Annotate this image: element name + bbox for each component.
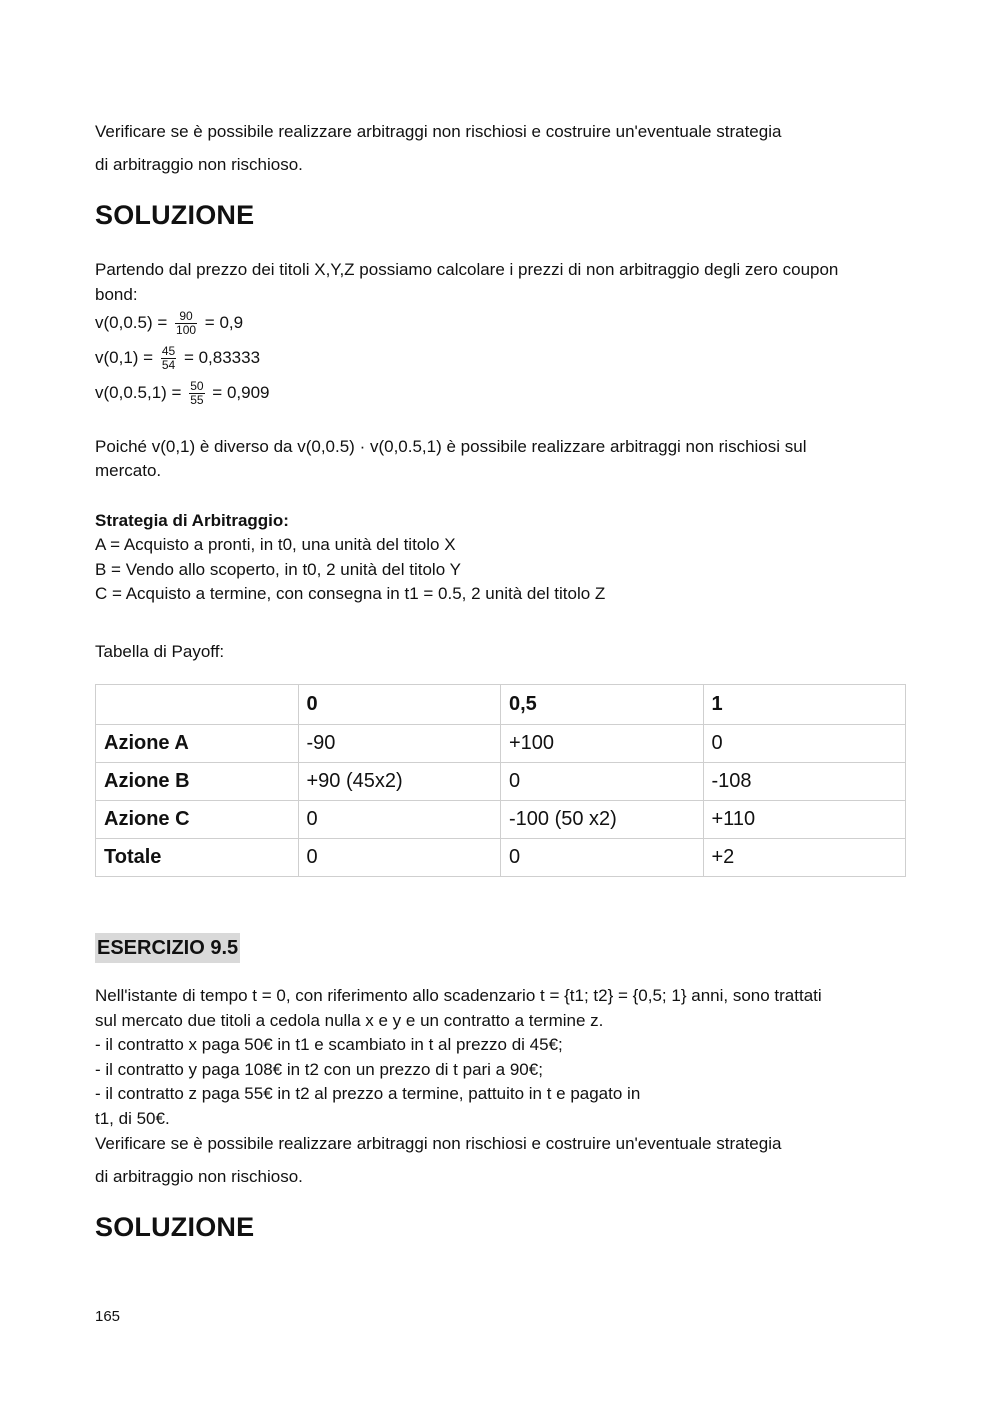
table-cell: 0 <box>501 839 704 877</box>
row-label: Azione A <box>96 725 299 763</box>
exercise-line: - il contratto z paga 55€ in t2 al prezzo a termine, pattuito in t e pagato in <box>95 1084 641 1103</box>
page-number: 165 <box>95 1308 121 1325</box>
solution-para1-line1: Partendo dal prezzo dei titoli X,Y,Z possiamo calcolare i prezzi di non arbitraggio degli zero coupon <box>95 260 839 279</box>
exercise-title: ESERCIZIO 9.5 <box>95 933 240 963</box>
strategy-item-c: C = Acquisto a termine, con consegna in t1 = 0.5, 2 unità del titolo Z <box>95 584 606 603</box>
formula-rhs: = 0,83333 <box>183 347 261 367</box>
solution-heading: SOLUZIONE <box>95 200 255 230</box>
header-cell: 1 <box>703 685 906 725</box>
formula-v-0-1 <box>95 345 260 372</box>
table-cell: +110 <box>703 801 906 839</box>
strategy-item-a: A = Acquisto a pronti, in t0, una unità del titolo X <box>95 535 456 554</box>
exercise-line: t1, di 50€. <box>95 1109 170 1128</box>
table-row <box>96 763 906 801</box>
formula-lhs: v(0,1) = <box>95 347 154 367</box>
fraction <box>189 380 204 407</box>
row-label: Azione B <box>96 763 299 801</box>
header-cell <box>96 685 299 725</box>
table-cell: -100 (50 x2) <box>501 801 704 839</box>
fraction-denominator: 100 <box>176 323 197 337</box>
formula-rhs: = 0,9 <box>204 312 244 332</box>
strategy-item-b: B = Vendo allo scoperto, in t0, 2 unità del titolo Y <box>95 560 461 579</box>
fraction-numerator: 90 <box>175 310 197 324</box>
exercise-line: Verificare se è possibile realizzare arbitraggi non rischiosi e costruire un'eventuale strategia <box>95 1134 782 1153</box>
table-cell: 0 <box>501 763 704 801</box>
header-cell: 0,5 <box>501 685 704 725</box>
intro-line-1: Verificare se è possibile realizzare arbitraggi non rischiosi e costruire un'eventuale strategia <box>95 122 782 141</box>
table-row <box>96 725 906 763</box>
exercise-last-line: di arbitraggio non rischioso. <box>95 1167 303 1186</box>
fraction-denominator: 54 <box>161 358 176 372</box>
table-cell: 0 <box>298 839 501 877</box>
solution-para1-line2: bond: <box>95 285 138 304</box>
formula-lhs: v(0,0.5) = <box>95 312 168 332</box>
fraction <box>175 310 197 337</box>
table-caption: Tabella di Payoff: <box>95 642 225 661</box>
row-label: Azione C <box>96 801 299 839</box>
exercise-line: sul mercato due titoli a cedola nulla x e y e un contratto a termine z. <box>95 1011 604 1030</box>
fraction <box>161 345 176 372</box>
table-cell: -108 <box>703 763 906 801</box>
table-row <box>96 839 906 877</box>
strategy-title: Strategia di Arbitraggio: <box>95 511 289 530</box>
table-cell: +100 <box>501 725 704 763</box>
fraction-numerator: 50 <box>190 379 204 393</box>
fraction-denominator: 55 <box>190 393 204 407</box>
table-cell: 0 <box>298 801 501 839</box>
solution-heading-2: SOLUZIONE <box>95 1212 255 1242</box>
table-cell: +90 (45x2) <box>298 763 501 801</box>
exercise-line: - il contratto x paga 50€ in t1 e scambiato in t al prezzo di 45€; <box>95 1035 563 1054</box>
formula-v-0-05-1 <box>95 380 270 407</box>
table-cell: 0 <box>703 725 906 763</box>
formula-rhs: = 0,909 <box>212 382 270 402</box>
table-row <box>96 801 906 839</box>
solution-para2-line1: Poiché v(0,1) è diverso da v(0,0.5) · v(0,0.5,1) è possibile realizzare arbitraggi non rischiosi sul <box>95 437 807 456</box>
exercise-line: Nell'istante di tempo t = 0, con riferimento allo scadenzario t = {t1; t2} = {0,5; 1} anni, sono trattati <box>95 986 822 1005</box>
exercise-line: - il contratto y paga 108€ in t2 con un prezzo di t pari a 90€; <box>95 1060 543 1079</box>
intro-line-2: di arbitraggio non rischioso. <box>95 155 303 174</box>
header-cell: 0 <box>298 685 501 725</box>
table-cell: +2 <box>703 839 906 877</box>
table-header-row <box>96 685 906 725</box>
payoff-table <box>95 684 906 877</box>
formula-lhs: v(0,0.5,1) = <box>95 382 182 402</box>
table-cell: -90 <box>298 725 501 763</box>
solution-para2-line2: mercato. <box>95 461 162 480</box>
formula-v-0-05 <box>95 310 243 337</box>
row-label: Totale <box>96 839 299 877</box>
fraction-numerator: 45 <box>161 344 176 358</box>
